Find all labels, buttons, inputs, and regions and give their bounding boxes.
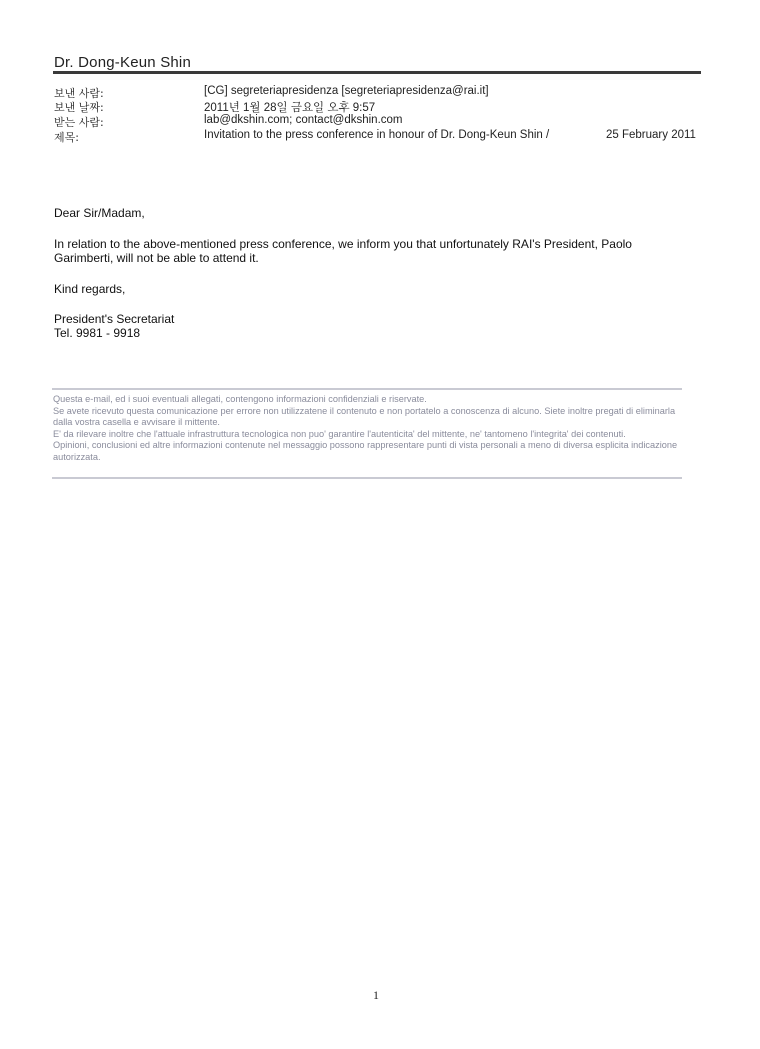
disclaimer-top-rule — [52, 388, 682, 390]
greeting: Dear Sir/Madam, — [54, 206, 145, 220]
signature-line-1: President's Secretariat — [54, 312, 175, 326]
subject-value: Invitation to the press conference in honour of Dr. Dong-Keun Shin / — [204, 129, 550, 141]
subject-label: 제목: — [54, 131, 79, 144]
disclaimer — [53, 394, 683, 464]
title-rule — [53, 71, 701, 74]
disclaimer-line: Questa e-mail, ed i suoi eventuali allegati, contengono informazioni confidenziali e riservate. — [53, 394, 427, 404]
signature-line-2: Tel. 9981 - 9918 — [54, 326, 141, 340]
sent-value: 2011년 1월 28일 금요일 오후 9:57 — [204, 102, 376, 114]
disclaimer-bottom-rule — [52, 477, 682, 479]
from-label: 보낸 사람: — [54, 87, 104, 100]
to-value: lab@dkshin.com; contact@dkshin.com — [204, 114, 403, 126]
body-paragraph: In relation to the above-mentioned press conference, we inform you that unfortunately RAI's President, Paolo Garimberti, will not be able to attend it. — [54, 237, 632, 265]
subject-date: 25 February 2011 — [606, 129, 696, 141]
disclaimer-line: E' da rilevare inoltre che l'attuale infrastruttura tecnologica non puo' garantire l'autenticita' del mittente, ne' tantomeno l'integrita' dei contenuti. — [53, 428, 626, 439]
closing: Kind regards, — [54, 282, 126, 296]
page-number: 1 — [373, 988, 379, 1002]
sent-label: 보낸 날짜: — [54, 101, 104, 114]
disclaimer-line: Opinioni, conclusioni ed altre informazioni contenute nel messaggio possono rappresentare punti di vista personali a meno di diversa esplicita indicazione autorizzata. — [53, 440, 678, 462]
to-label: 받는 사람: — [54, 116, 104, 129]
from-value: [CG] segreteriapresidenza [segreteriapresidenza@rai.it] — [204, 85, 489, 97]
page-title: Dr. Dong-Keun Shin — [54, 54, 192, 71]
disclaimer-line: Se avete ricevuto questa comunicazione per errore non utilizzatene il contenuto e non portatelo a conoscenza di alcuno. Siete inoltre pregati di eliminarla dalla vostra casella e avvisare il mittente. — [53, 405, 676, 428]
